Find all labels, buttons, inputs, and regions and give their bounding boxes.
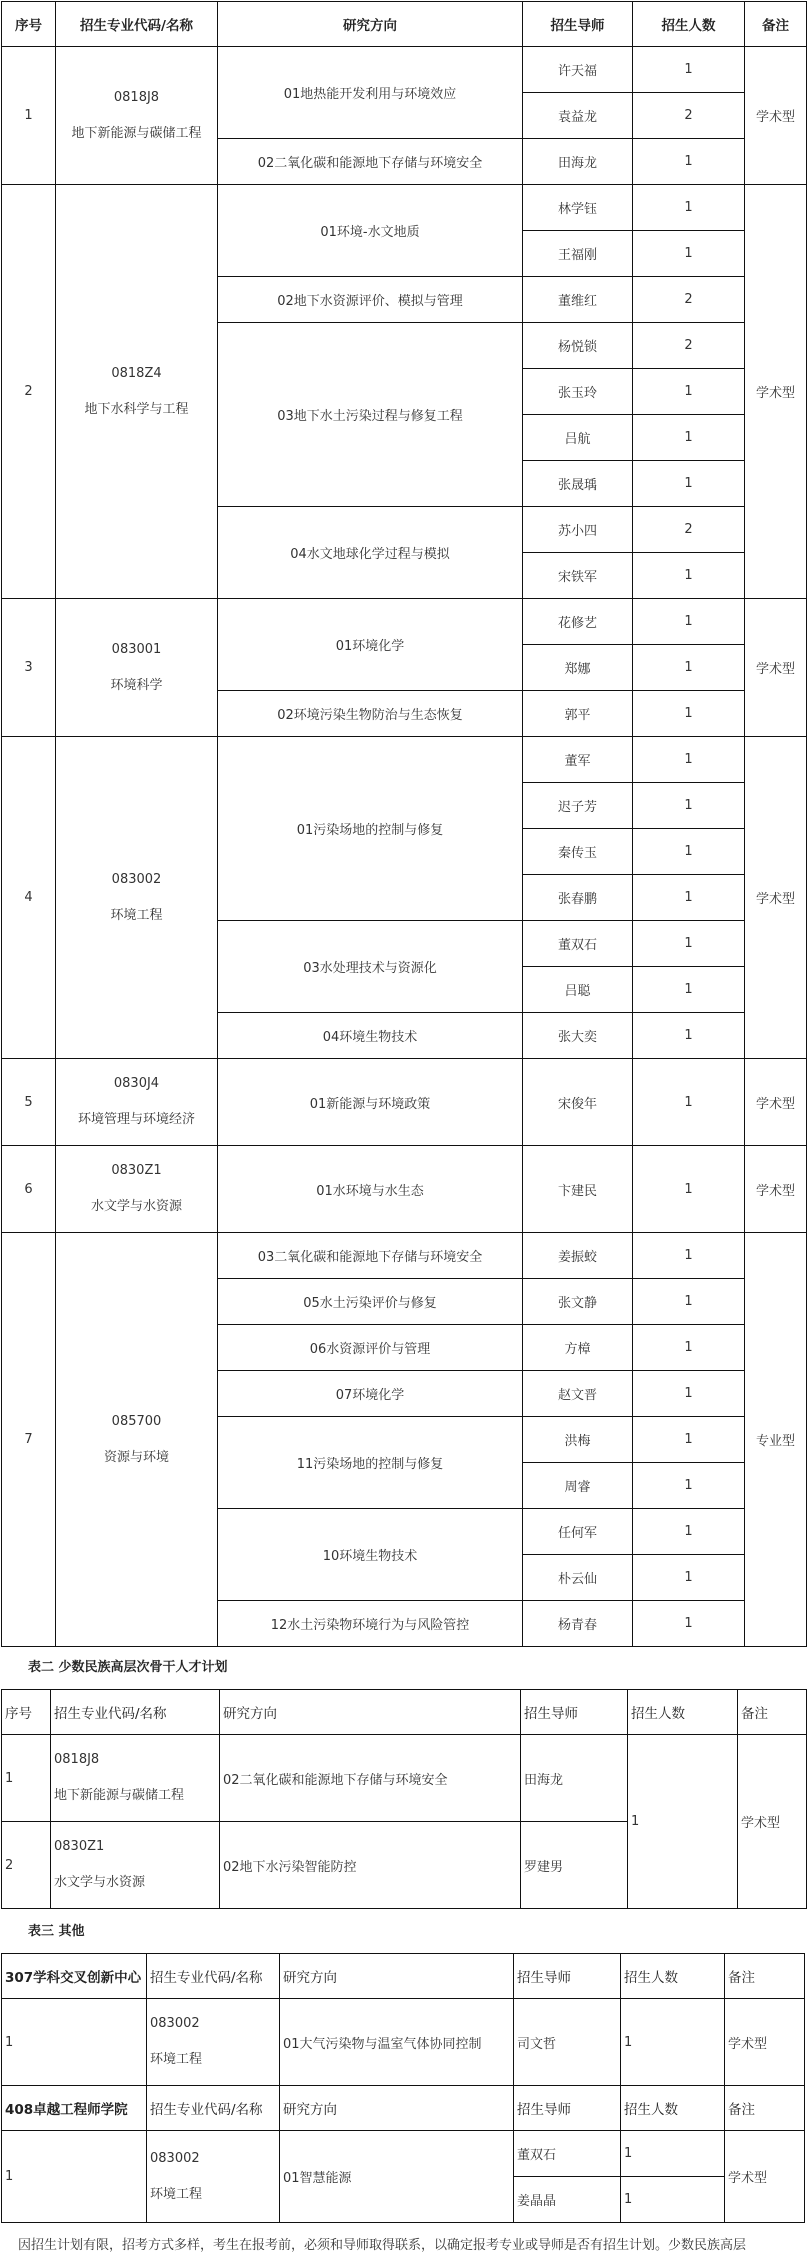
advisor-cell: 林学钰: [523, 185, 633, 231]
count-cell: 1: [633, 1417, 745, 1463]
advisor-cell: 宋俊年: [523, 1059, 633, 1146]
advisor-cell: 董军: [523, 737, 633, 783]
major-name: 资源与环境: [103, 1449, 169, 1465]
count-cell: 1: [633, 461, 745, 507]
table-row: [2, 2131, 805, 2177]
seq-cell: 7: [2, 1233, 56, 1647]
table-row: [2, 185, 807, 231]
seq-cell: 3: [2, 599, 56, 737]
major-name: 水文学与水资源: [54, 1875, 146, 1890]
major-name: 水文学与水资源: [90, 1199, 182, 1214]
advisor-cell: 郑娜: [523, 645, 633, 691]
note-cell: 学术型: [738, 1735, 807, 1909]
minority-talent-table: [1, 1689, 807, 1909]
major-name: 地下新能源与碳储工程: [54, 1788, 185, 1803]
count-cell: 1: [633, 553, 745, 599]
count-cell: 1: [633, 1013, 745, 1059]
advisor-cell: 方樟: [523, 1325, 633, 1371]
count-cell: 2: [633, 93, 745, 139]
major-code: 0830Z1: [111, 1163, 162, 1178]
advisor-cell: 卞建民: [523, 1146, 633, 1233]
major-name: 地下新能源与碳储工程: [71, 125, 202, 141]
direction-cell: 03水处理技术与资源化: [218, 921, 523, 1013]
major-name: 环境工程: [150, 2186, 203, 2202]
major-name: 环境工程: [110, 907, 163, 923]
major-code: 083002: [111, 871, 162, 887]
count-cell: 1: [633, 47, 745, 93]
direction-cell: 02地下水资源评价、模拟与管理: [218, 277, 523, 323]
table-row: [2, 599, 807, 645]
advisor-cell: 花修艺: [523, 599, 633, 645]
count-cell: 1: [633, 1146, 745, 1233]
table-row: [2, 47, 807, 93]
count-cell: 1: [633, 645, 745, 691]
advisor-cell: 罗建男: [521, 1822, 628, 1909]
count-cell: 1: [633, 1555, 745, 1601]
count-cell: 1: [633, 1279, 745, 1325]
header-count: 招生人数: [621, 2086, 725, 2131]
table-header-row: [2, 2086, 805, 2131]
header-count: 招生人数: [633, 2, 745, 47]
count-cell: 1: [633, 1463, 745, 1509]
advisor-cell: 董双石: [514, 2131, 621, 2177]
seq-cell: 2: [2, 1822, 51, 1909]
major-cell: [56, 737, 218, 1059]
unit-header: 408卓越工程师学院: [2, 2086, 147, 2131]
count-cell: 1: [621, 2177, 725, 2223]
count-cell: 1: [633, 737, 745, 783]
advisor-cell: 吕航: [523, 415, 633, 461]
direction-cell: 10环境生物技术: [218, 1509, 523, 1601]
advisor-cell: 许天福: [523, 47, 633, 93]
advisor-cell: 司文哲: [514, 1999, 621, 2086]
table-row: [2, 1999, 805, 2086]
count-cell: 1: [633, 1233, 745, 1279]
seq-cell: 1: [2, 1735, 51, 1822]
note-cell: 学术型: [745, 185, 807, 599]
direction-cell: 04环境生物技术: [218, 1013, 523, 1059]
count-cell: 1: [633, 231, 745, 277]
table-row: [2, 737, 807, 783]
header-advisor: 招生导师: [521, 1690, 628, 1735]
major-code: 0818J8: [54, 1752, 100, 1767]
count-cell: 2: [633, 323, 745, 369]
count-cell: 2: [633, 277, 745, 323]
header-direction: 研究方向: [280, 2086, 514, 2131]
direction-cell: 01污染场地的控制与修复: [218, 737, 523, 921]
direction-cell: 01地热能开发利用与环境效应: [218, 47, 523, 139]
major-cell: [147, 2131, 280, 2223]
advisor-cell: 朴云仙: [523, 1555, 633, 1601]
count-cell: 1: [633, 875, 745, 921]
table-row: [2, 1233, 807, 1279]
header-direction: 研究方向: [280, 1954, 514, 1999]
direction-cell: 04水文地球化学过程与模拟: [218, 507, 523, 599]
major-code: 083001: [111, 641, 162, 657]
major-code: 0830Z1: [54, 1839, 105, 1854]
header-major: 招生专业代码/名称: [147, 1954, 280, 1999]
count-cell: 1: [633, 921, 745, 967]
direction-cell: 02二氧化碳和能源地下存储与环境安全: [220, 1735, 521, 1822]
advisor-cell: 田海龙: [523, 139, 633, 185]
advisor-cell: 秦传玉: [523, 829, 633, 875]
count-cell: 1: [621, 2131, 725, 2177]
advisor-cell: 张大奕: [523, 1013, 633, 1059]
direction-cell: 07环境化学: [218, 1371, 523, 1417]
direction-cell: 03地下水土污染过程与修复工程: [218, 323, 523, 507]
header-note: 备注: [725, 1954, 805, 1999]
count-cell: 1: [628, 1735, 738, 1909]
major-code: 0830J4: [113, 1076, 160, 1091]
header-note: 备注: [738, 1690, 807, 1735]
advisor-cell: 任何军: [523, 1509, 633, 1555]
note-cell: 专业型: [745, 1233, 807, 1647]
note-cell: 学术型: [725, 2131, 805, 2223]
advisor-cell: 张文静: [523, 1279, 633, 1325]
major-name: 环境工程: [150, 2052, 203, 2067]
advisor-cell: 洪梅: [523, 1417, 633, 1463]
table-row: [2, 1146, 807, 1233]
table-row: [2, 1735, 807, 1822]
advisor-cell: 董双石: [523, 921, 633, 967]
advisor-cell: 张春鹏: [523, 875, 633, 921]
header-advisor: 招生导师: [523, 2, 633, 47]
major-cell: [56, 185, 218, 599]
seq-cell: 6: [2, 1146, 56, 1233]
major-name: 地下水科学与工程: [84, 401, 189, 417]
header-advisor: 招生导师: [514, 1954, 621, 1999]
table-header-row: [2, 1690, 807, 1735]
count-cell: 1: [633, 185, 745, 231]
note-cell: 学术型: [745, 1146, 807, 1233]
advisor-cell: 迟子芳: [523, 783, 633, 829]
seq-cell: 1: [2, 2131, 147, 2223]
header-count: 招生人数: [628, 1690, 738, 1735]
direction-cell: 02地下水污染智能防控: [220, 1822, 521, 1909]
header-major: 招生专业代码/名称: [56, 2, 218, 47]
header-major: 招生专业代码/名称: [51, 1690, 220, 1735]
footer-note: 因招生计划有限，招考方式多样，考生在报考前，必须和导师取得联系，以确定报考专业或导师是否有招生计划。少数民族高层: [18, 2238, 747, 2253]
advisor-cell: 姜振蛟: [523, 1233, 633, 1279]
direction-cell: 01智慧能源: [280, 2131, 514, 2223]
direction-cell: 02环境污染生物防治与生态恢复: [218, 691, 523, 737]
major-cell: [51, 1822, 220, 1909]
header-direction: 研究方向: [220, 1690, 521, 1735]
direction-cell: 12水土污染物环境行为与风险管控: [218, 1601, 523, 1647]
unit-header: 307学科交叉创新中心: [2, 1954, 147, 1999]
count-cell: 1: [633, 599, 745, 645]
count-cell: 1: [633, 1371, 745, 1417]
direction-cell: 01新能源与环境政策: [218, 1059, 523, 1146]
advisor-cell: 田海龙: [521, 1735, 628, 1822]
major-code: 083002: [150, 2016, 200, 2031]
advisor-cell: 王福刚: [523, 231, 633, 277]
advisor-cell: 董维红: [523, 277, 633, 323]
direction-cell: 03二氧化碳和能源地下存储与环境安全: [218, 1233, 523, 1279]
count-cell: 1: [633, 1059, 745, 1146]
major-code: 0818J8: [113, 89, 160, 105]
seq-cell: 2: [2, 185, 56, 599]
count-cell: 1: [633, 139, 745, 185]
major-code: 083002: [150, 2150, 200, 2166]
header-note: 备注: [725, 2086, 805, 2131]
count-cell: 1: [633, 415, 745, 461]
header-major: 招生专业代码/名称: [147, 2086, 280, 2131]
major-cell: [56, 1146, 218, 1233]
note-cell: 学术型: [745, 1059, 807, 1146]
header-seq: 序号: [2, 2, 56, 47]
direction-cell: 02二氧化碳和能源地下存储与环境安全: [218, 139, 523, 185]
count-cell: 1: [633, 829, 745, 875]
count-cell: 1: [633, 967, 745, 1013]
table-header-row: [2, 1954, 805, 1999]
major-cell: [56, 599, 218, 737]
direction-cell: 05水土污染评价与修复: [218, 1279, 523, 1325]
table-row: [2, 1059, 807, 1146]
advisor-cell: 周睿: [523, 1463, 633, 1509]
note-cell: 学术型: [745, 599, 807, 737]
count-cell: 1: [633, 1601, 745, 1647]
table3-title: 表三 其他: [28, 1924, 85, 1939]
direction-cell: 01大气污染物与温室气体协同控制: [280, 1999, 514, 2086]
major-cell: [147, 1999, 280, 2086]
note-cell: 学术型: [745, 47, 807, 185]
count-cell: 1: [621, 1999, 725, 2086]
direction-cell: 01环境-水文地质: [218, 185, 523, 277]
major-cell: [56, 47, 218, 185]
major-cell: [56, 1233, 218, 1647]
header-note: 备注: [745, 2, 807, 47]
advisor-cell: 郭平: [523, 691, 633, 737]
count-cell: 1: [633, 1509, 745, 1555]
seq-cell: 5: [2, 1059, 56, 1146]
major-cell: [56, 1059, 218, 1146]
advisor-cell: 张玉玲: [523, 369, 633, 415]
seq-cell: 1: [2, 1999, 147, 2086]
note-cell: 学术型: [745, 737, 807, 1059]
major-code: 0818Z4: [111, 365, 162, 381]
count-cell: 2: [633, 507, 745, 553]
header-count: 招生人数: [621, 1954, 725, 1999]
header-direction: 研究方向: [218, 2, 523, 47]
other-table: [1, 1953, 805, 2223]
direction-cell: 06水资源评价与管理: [218, 1325, 523, 1371]
major-cell: [51, 1735, 220, 1822]
advisor-cell: 姜晶晶: [514, 2177, 621, 2223]
advisor-cell: 赵文晋: [523, 1371, 633, 1417]
note-cell: 学术型: [725, 1999, 805, 2086]
table2-title: 表二 少数民族高层次骨干人才计划: [28, 1660, 228, 1675]
advisor-cell: 杨青春: [523, 1601, 633, 1647]
seq-cell: 4: [2, 737, 56, 1059]
advisor-cell: 张晟瑀: [523, 461, 633, 507]
enrollment-table-main: [1, 1, 807, 1647]
table-header-row: [2, 2, 807, 47]
header-advisor: 招生导师: [514, 2086, 621, 2131]
direction-cell: 11污染场地的控制与修复: [218, 1417, 523, 1509]
header-seq: 序号: [2, 1690, 51, 1735]
direction-cell: 01环境化学: [218, 599, 523, 691]
count-cell: 1: [633, 1325, 745, 1371]
count-cell: 1: [633, 783, 745, 829]
major-code: 085700: [111, 1413, 162, 1429]
seq-cell: 1: [2, 47, 56, 185]
count-cell: 1: [633, 369, 745, 415]
direction-cell: 01水环境与水生态: [218, 1146, 523, 1233]
advisor-cell: 吕聪: [523, 967, 633, 1013]
advisor-cell: 袁益龙: [523, 93, 633, 139]
advisor-cell: 宋铁军: [523, 553, 633, 599]
major-name: 环境科学: [110, 677, 163, 693]
count-cell: 1: [633, 691, 745, 737]
advisor-cell: 苏小四: [523, 507, 633, 553]
advisor-cell: 杨悦锁: [523, 323, 633, 369]
major-name: 环境管理与环境经济: [77, 1112, 195, 1127]
